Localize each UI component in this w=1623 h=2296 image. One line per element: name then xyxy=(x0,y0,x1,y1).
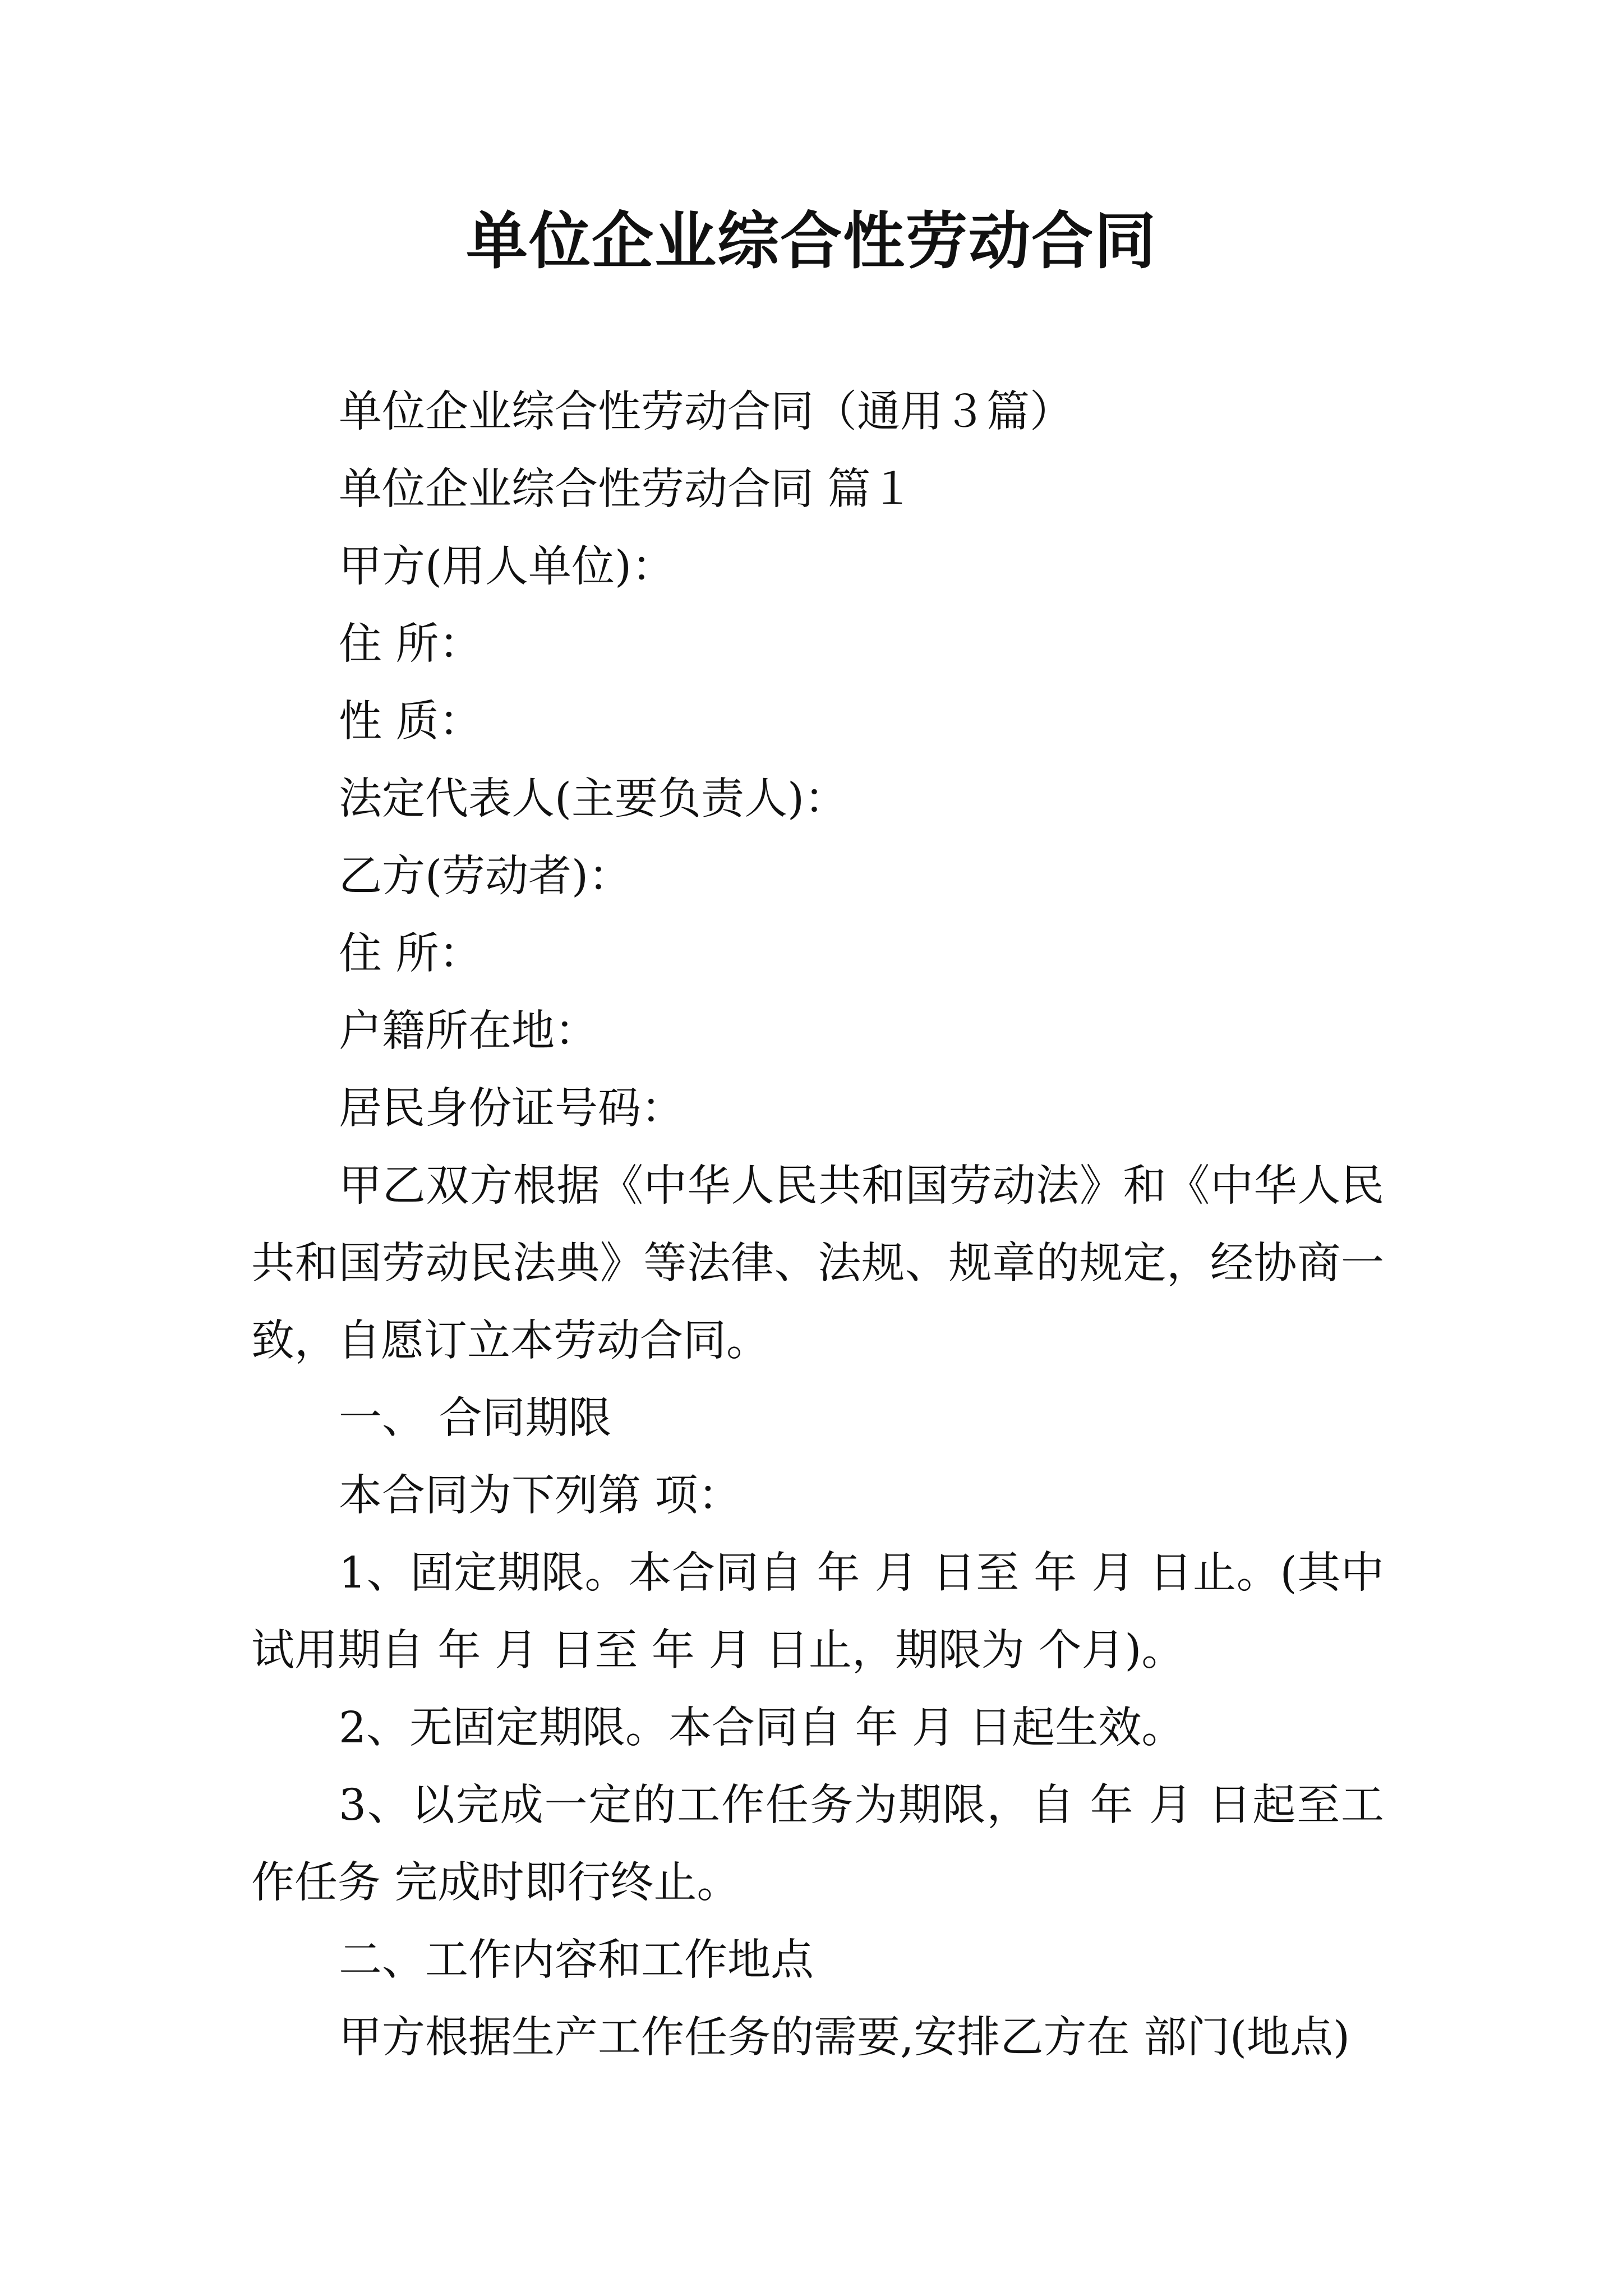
paragraph-party-b: 乙方(劳动者)： xyxy=(339,852,632,901)
paragraph-party-b-address: 住 所： xyxy=(339,929,482,979)
paragraph-section-heading: 单位企业综合性劳动合同 篇１ xyxy=(339,464,914,514)
paragraph-heading-contract-term: 一、 合同期限 xyxy=(339,1393,612,1443)
paragraph-heading-work-content: 二、工作内容和工作地点 xyxy=(339,1935,814,1985)
paragraph-open-term: 2、无固定期限。本合同自 年 月 日起生效。 xyxy=(339,1703,1185,1753)
paragraph-household-registration: 户籍所在地： xyxy=(339,1006,598,1056)
paragraph-preamble: 甲乙双方根据《中华人民共和国劳动法》和《中华人民共和国劳动民法典》等法律、法规、规章的规定，经协商一致，自愿订立本劳动合同。 xyxy=(251,1161,1384,1366)
paragraph-party-a-address: 住 所： xyxy=(339,619,482,669)
document-body xyxy=(251,374,1384,2077)
paragraph-party-a-nature: 性 质： xyxy=(339,697,482,747)
paragraph-fixed-term: 1、固定期限。本合同自 年 月 日至 年 月 日止。(其中试用期自 年 月 日至 年 月 日止，期限为 个月)。 xyxy=(251,1548,1384,1676)
paragraph-legal-representative: 法定代表人(主要负责人)： xyxy=(339,774,848,824)
paragraph-id-number: 居民身份证号码： xyxy=(339,1084,684,1134)
paragraph-term-choice: 本合同为下列第 项： xyxy=(339,1471,741,1521)
paragraph-task-term: 3、以完成一定的工作任务为期限，自 年 月 日起至工作任务 完成时即行终止。 xyxy=(251,1780,1384,1908)
paragraph-party-a: 甲方(用人单位)： xyxy=(339,542,675,592)
document-title: 单位企业综合性劳动合同 xyxy=(466,205,1157,277)
paragraph-subtitle: 单位企业综合性劳动合同（通用３篇） xyxy=(339,387,1073,437)
paragraph-work-assignment: 甲方根据生产工作任务的需要,安排乙方在 部门(地点) xyxy=(339,2013,1350,2063)
